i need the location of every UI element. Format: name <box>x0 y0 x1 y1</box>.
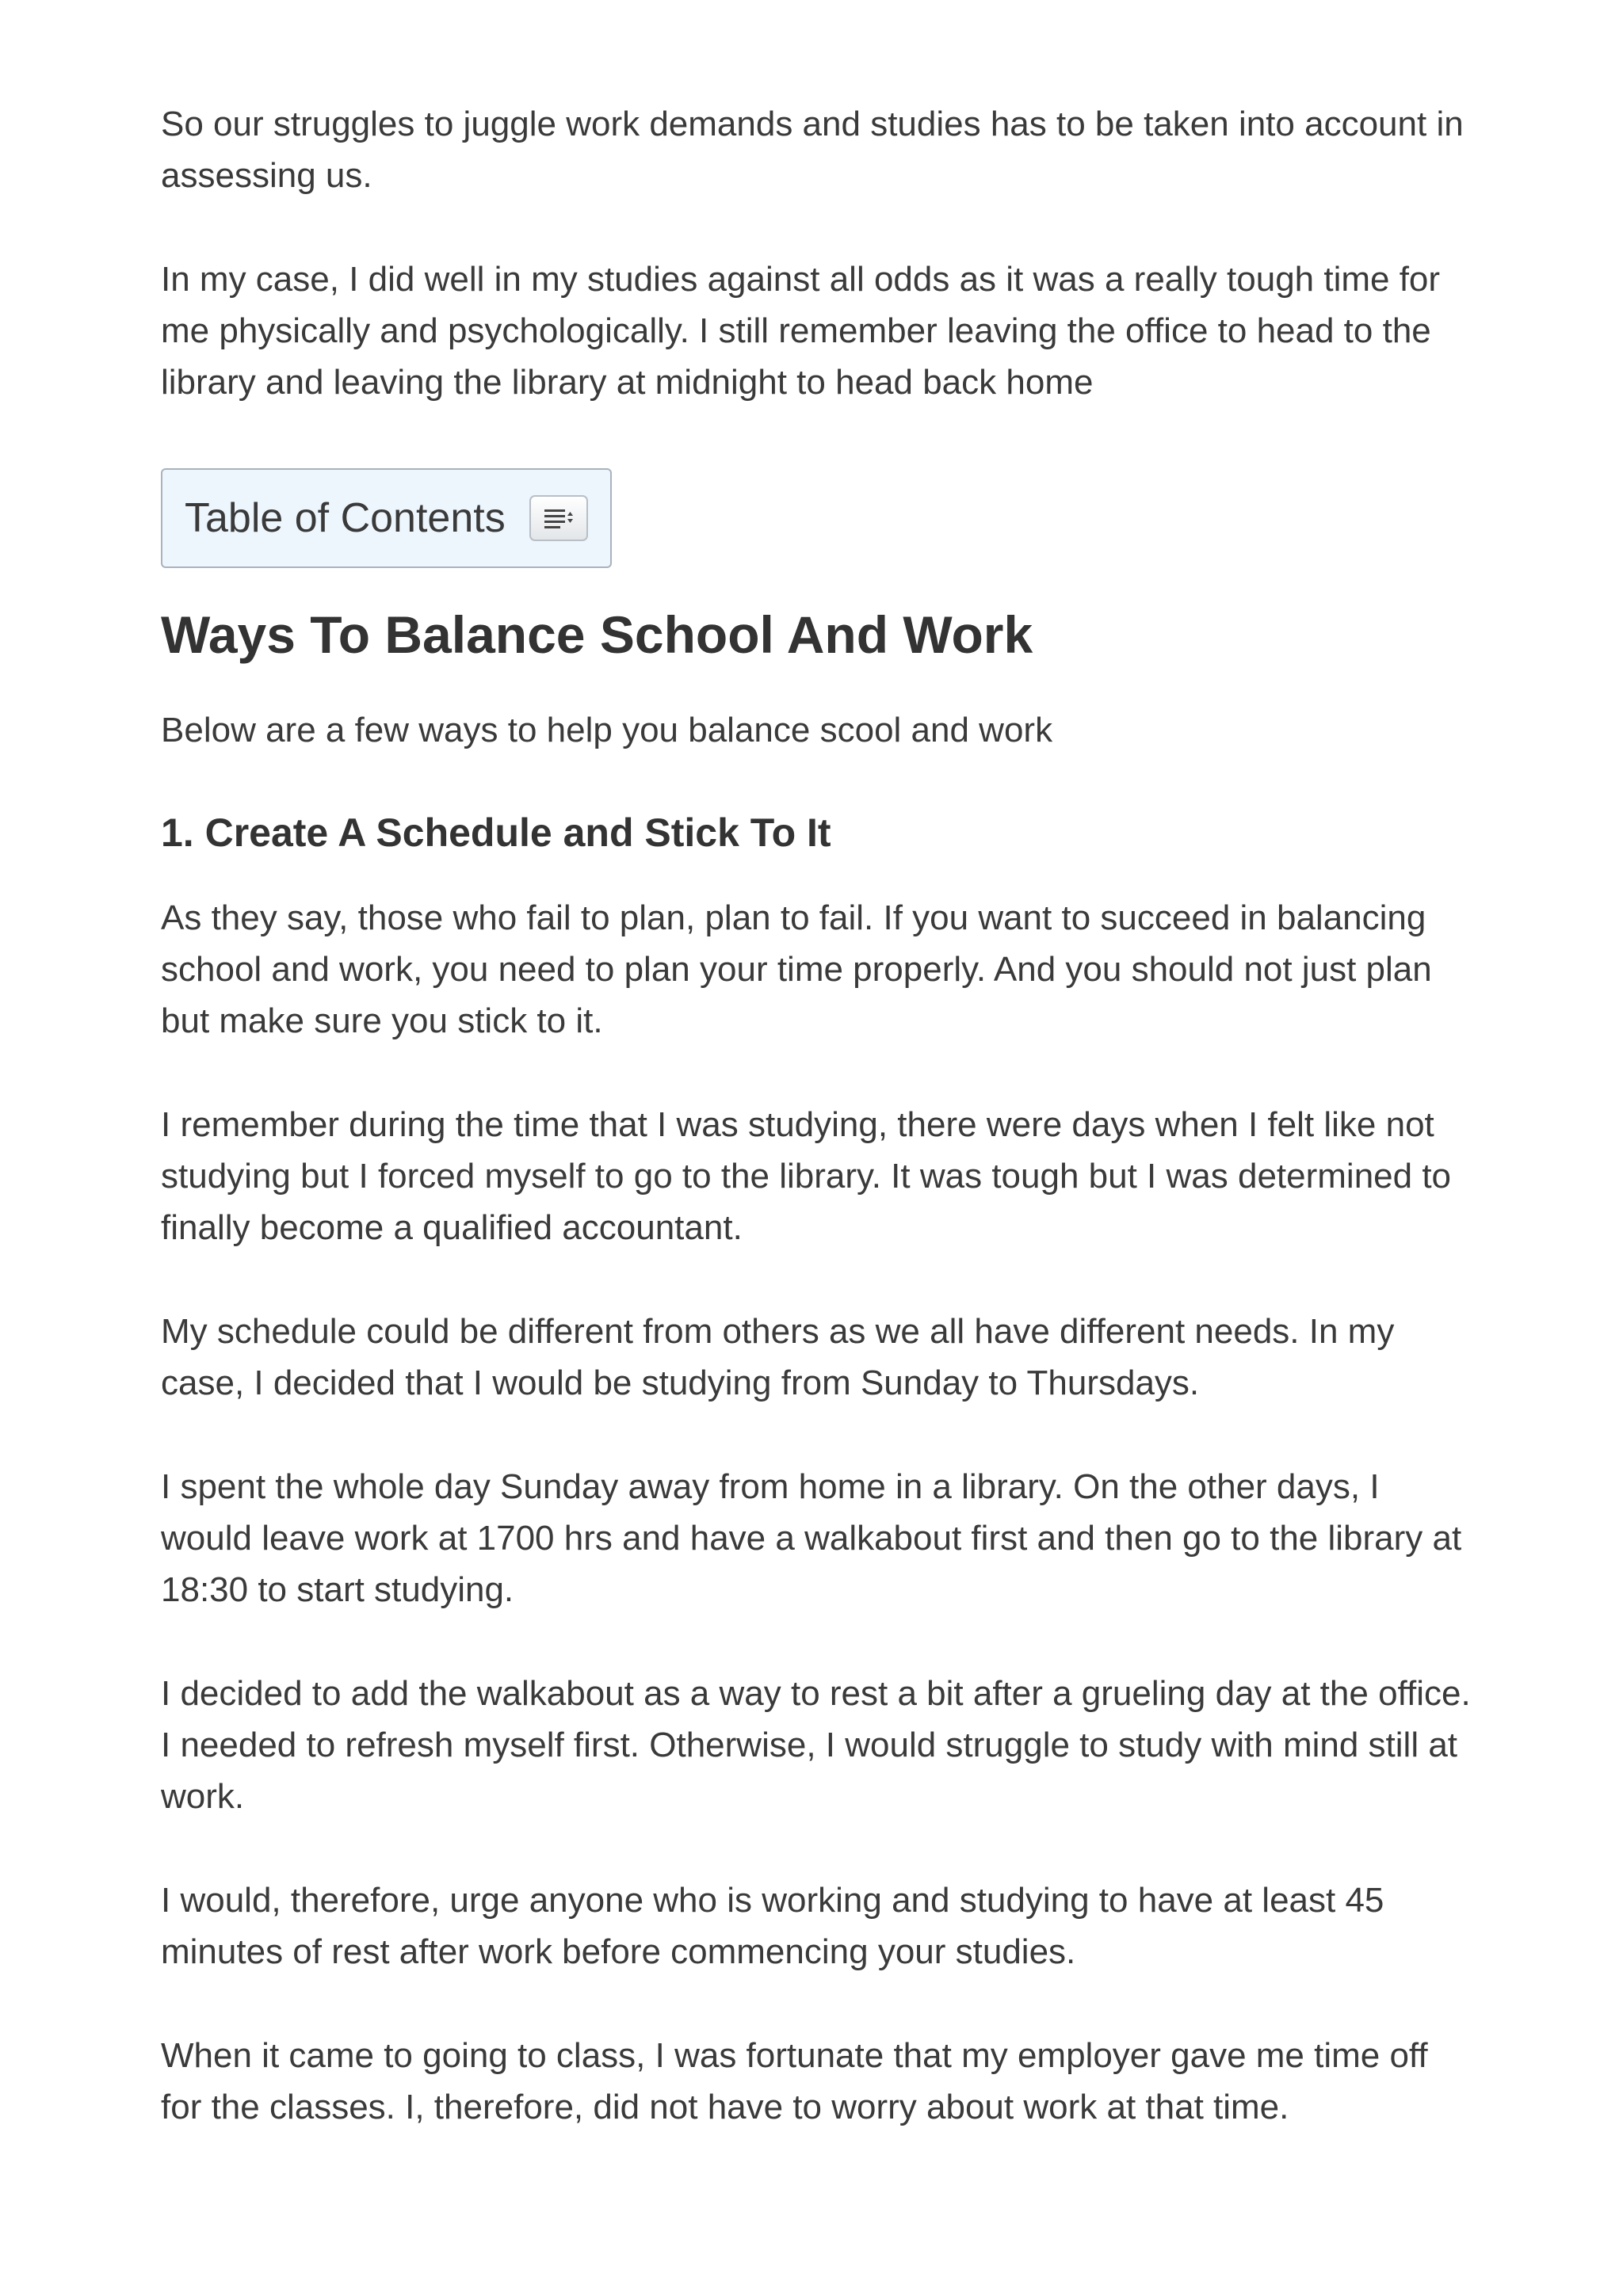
section-intro: Below are a few ways to help you balance scool and work <box>161 711 1053 749</box>
paragraph: As they say, those who fail to plan, plan to fail. If you want to succeed in balancing school and work, you need to plan your time properly. And you should not just plan but make sure you stick to it. <box>161 898 1432 1040</box>
paragraph: My schedule could be different from others as we all have different needs. In my case, I decided that I would be studying from Sunday to Thursdays. <box>161 1312 1395 1402</box>
paragraph: I remember during the time that I was studying, there were days when I felt like not studying but I forced myself to go to the library. It was tough but I was determined to finally become a qualified accountant. <box>161 1105 1452 1247</box>
toc-toggle-button[interactable] <box>529 495 588 541</box>
paragraph: In my case, I did well in my studies against all odds as it was a really tough time for me physically and psychologically. I still remember leaving the office to head to the library and leaving the library at midnight to head back home <box>161 260 1441 402</box>
article-content <box>161 98 1476 2185</box>
list-toggle-icon <box>543 507 575 529</box>
paragraph: When it came to going to class, I was fortunate that my employer gave me time off for the classes. I, therefore, did not have to worry about work at that time. <box>161 2036 1428 2126</box>
section-heading: Ways To Balance School And Work <box>161 605 1033 664</box>
paragraph: I decided to add the walkabout as a way to rest a bit after a grueling day at the office. I needed to refresh myself first. Otherwise, I would struggle to study with mind still at work. <box>161 1674 1471 1816</box>
paragraph: I would, therefore, urge anyone who is working and studying to have at least 45 minutes of rest after work before commencing your studies. <box>161 1881 1384 1971</box>
toc-title: Table of Contents <box>185 495 506 541</box>
paragraph: I spent the whole day Sunday away from home in a library. On the other days, I would leave work at 1700 hrs and have a walkabout first and then go to the library at 18:30 to start studying. <box>161 1467 1462 1609</box>
subsection-heading: 1. Create A Schedule and Stick To It <box>161 810 831 855</box>
table-of-contents <box>161 468 612 568</box>
paragraph: So our struggles to juggle work demands and studies has to be taken into account in assessing us. <box>161 105 1464 195</box>
